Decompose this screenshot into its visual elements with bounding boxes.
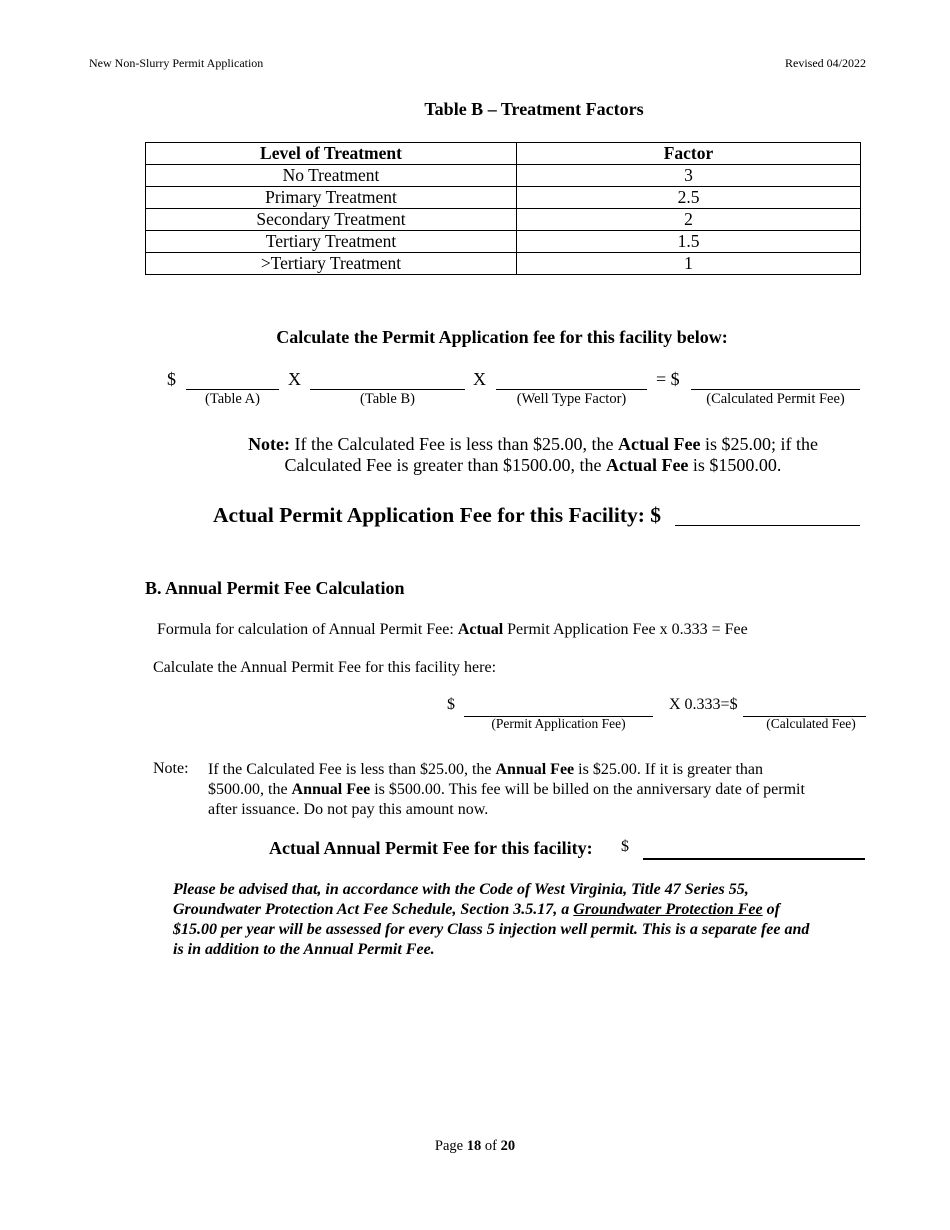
annual-fee-instruction: Calculate the Annual Permit Fee for this facility here: — [153, 659, 497, 676]
dollar-sign: $ — [447, 696, 455, 713]
header-title: New Non-Slurry Permit Application — [89, 56, 264, 70]
treatment-level-cell: Primary Treatment — [146, 187, 517, 209]
table-row — [146, 165, 861, 187]
dollar-sign: $ — [621, 838, 629, 855]
annual-note-label: Note: — [153, 760, 189, 777]
equals-dollar-sign: = $ — [656, 369, 680, 389]
multiply-sign: X — [473, 369, 486, 389]
fee-limits-note: Note: If the Calculated Fee is less than $25.00, the Actual Fee is $25.00; if the Calculated Fee is greater than $1500.00, the Actual Fee is $1500.00. — [248, 434, 818, 475]
dollar-sign: $ — [167, 369, 176, 389]
table-row — [146, 209, 861, 231]
calculated-annual-fee-label: (Calculated Fee) — [766, 716, 856, 731]
table-header-row — [146, 143, 861, 165]
annual-fee-section-heading: B. Annual Permit Fee Calculation — [145, 578, 405, 598]
treatment-level-cell: >Tertiary Treatment — [146, 253, 517, 275]
actual-permit-fee-field[interactable] — [675, 507, 860, 526]
multiply-sign: X — [288, 369, 301, 389]
actual-annual-fee-field[interactable] — [643, 840, 865, 860]
table-b-title: Table B – Treatment Factors — [424, 99, 644, 119]
well-type-factor-field[interactable] — [496, 371, 647, 390]
calc-heading: Calculate the Permit Application fee for this facility below: — [276, 327, 728, 347]
treatment-level-cell: No Treatment — [146, 165, 517, 187]
factor-cell: 2.5 — [517, 187, 861, 209]
table-row — [146, 253, 861, 275]
actual-permit-fee-label: Actual Permit Application Fee for this Facility: $ — [213, 503, 662, 527]
calculated-permit-fee-field[interactable] — [691, 371, 860, 390]
factor-cell: 1.5 — [517, 231, 861, 253]
column-header-level: Level of Treatment — [146, 143, 517, 165]
note-label: Note: — [248, 434, 291, 454]
treatment-level-cell: Tertiary Treatment — [146, 231, 517, 253]
permit-application-fee-label: (Permit Application Fee) — [491, 716, 626, 731]
table-a-label: (Table A) — [205, 391, 260, 407]
treatment-level-cell: Secondary Treatment — [146, 209, 517, 231]
factor-cell: 3 — [517, 165, 861, 187]
annual-fee-note: If the Calculated Fee is less than $25.00, the Annual Fee is $25.00. If it is greater than $500.00, the Annual Fee is $500.00. This fee will be billed on the anniversary date of permit after issuance. Do not pay this amount now. — [208, 761, 805, 818]
page-number: Page 18 of 20 — [434, 1138, 516, 1154]
calculated-permit-fee-label: (Calculated Permit Fee) — [706, 391, 845, 407]
groundwater-fee-advisory: Please be advised that, in accordance with the Code of West Virginia, Title 47 Series 55, Groundwater Protection Act Fee Schedule, Section 3.5.17, a Groundwater Protection Fee of $15.00 per year will be assessed for every Class 5 injection well permit. This is a separate fee and is in addition to the Annual Permit Fee. — [173, 881, 810, 958]
header-revision: Revised 04/2022 — [785, 56, 866, 70]
actual-annual-fee-label: Actual Annual Permit Fee for this facility: — [269, 838, 593, 858]
permit-application-fee-field[interactable] — [464, 698, 653, 717]
column-header-factor: Factor — [517, 143, 861, 165]
factor-cell: 2 — [517, 209, 861, 231]
multiplier-text: X 0.333=$ — [669, 696, 738, 713]
treatment-factors-table — [145, 142, 861, 275]
table-a-value-field[interactable] — [186, 371, 279, 390]
table-row — [146, 187, 861, 209]
annual-fee-formula: Formula for calculation of Annual Permit Fee: Actual Permit Application Fee x 0.333 = Fee — [157, 621, 748, 638]
table-b-label: (Table B) — [360, 391, 415, 407]
factor-cell: 1 — [517, 253, 861, 275]
well-type-factor-label: (Well Type Factor) — [516, 391, 627, 407]
table-row — [146, 231, 861, 253]
calculated-annual-fee-field[interactable] — [743, 698, 866, 717]
table-b-value-field[interactable] — [310, 371, 465, 390]
